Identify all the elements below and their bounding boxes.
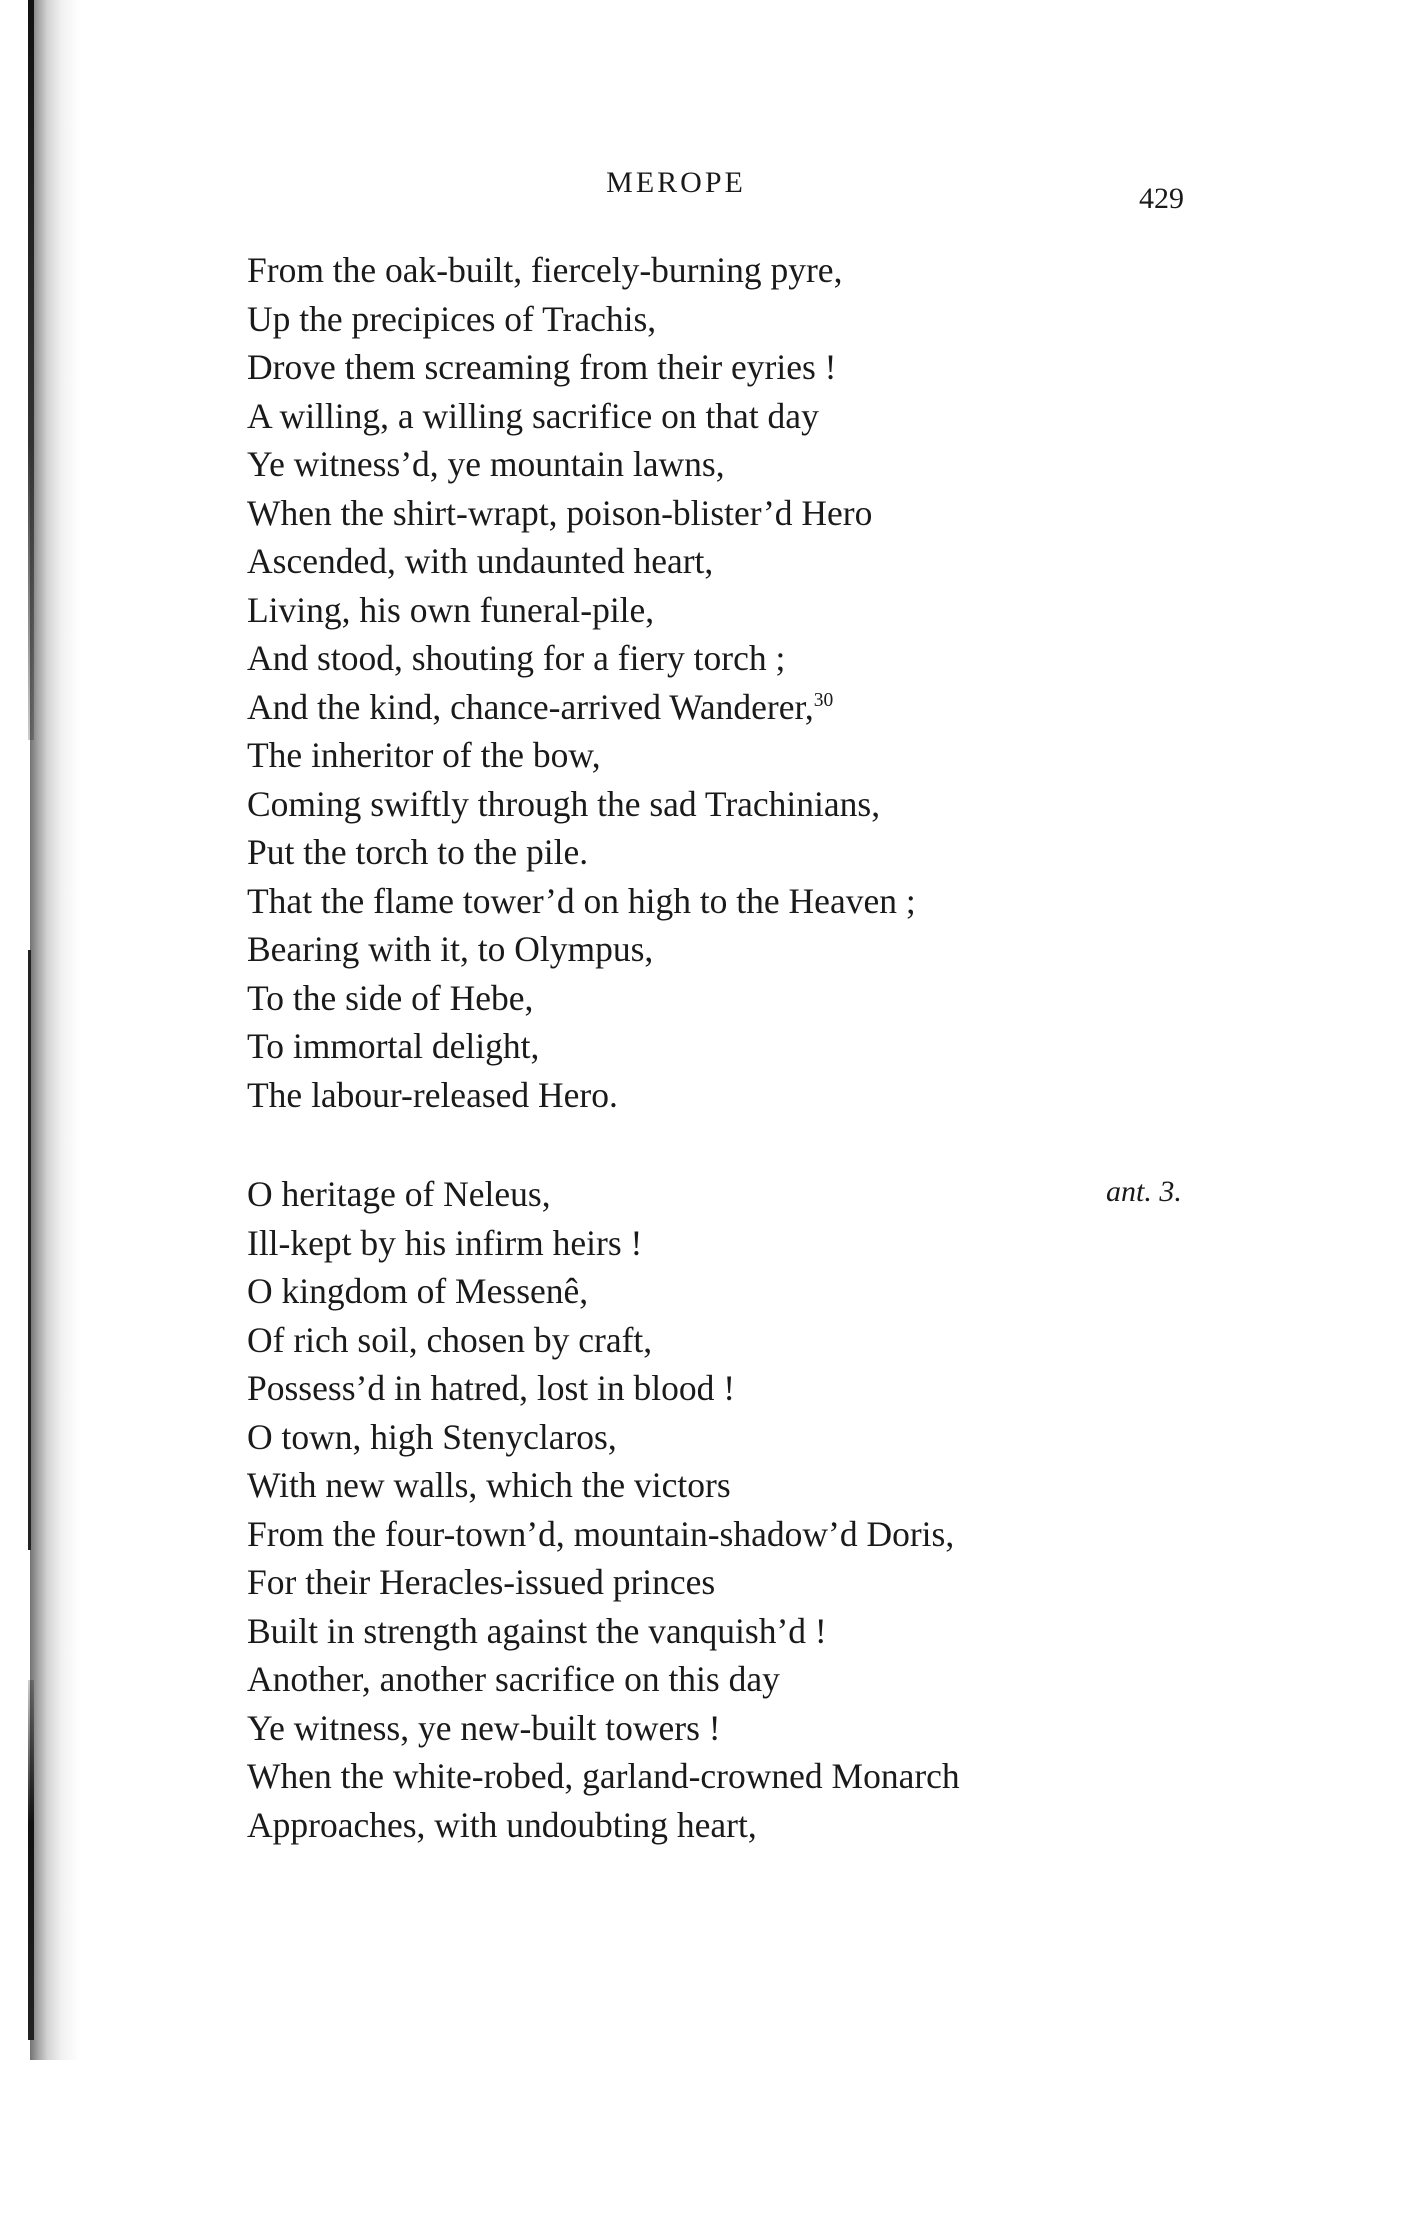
verse-line-with-note	[247, 683, 916, 732]
antistrophe-marker: ant. 3.	[1106, 1175, 1182, 1208]
scan-gutter-edge	[28, 0, 34, 740]
verse-line: The labour-released Hero.	[247, 1074, 618, 1115]
verse-line: Approaches, with undoubting heart,	[247, 1804, 757, 1845]
verse-line: A willing, a willing sacrifice on that day	[247, 395, 819, 436]
running-head	[0, 166, 1402, 200]
verse-line: Built in strength against the vanquish’d !	[247, 1610, 827, 1651]
verse-line: Ye witness’d, ye mountain lawns,	[247, 444, 725, 484]
verse-line: Another, another sacrifice on this day	[247, 1659, 780, 1699]
stanza-1	[247, 246, 916, 1119]
verse-line: That the flame tower’d on high to the Heaven ;	[247, 880, 916, 921]
verse-line: Put the torch to the pile.	[247, 832, 589, 872]
verse-line: Coming swiftly through the sad Trachinians,	[247, 783, 881, 824]
verse-line: Living, his own funeral-pile,	[247, 589, 655, 630]
verse-line: Of rich soil, chosen by craft,	[247, 1319, 653, 1360]
verse-line: To the side of Hebe,	[247, 977, 534, 1018]
verse-line: O town, high Stenyclaros,	[247, 1416, 617, 1457]
verse-line: Drove them screaming from their eyries !	[247, 347, 837, 387]
verse-line: Ill-kept by his infirm heirs !	[247, 1222, 643, 1263]
scan-gutter-edge	[28, 950, 31, 1550]
verse-line: Possess’d in hatred, lost in blood !	[247, 1368, 736, 1408]
verse-line: Ascended, with undaunted heart,	[247, 541, 714, 581]
verse-line: For their Heracles-issued princes	[247, 1562, 716, 1602]
verse-line-text: And the kind, chance-arrived Wanderer,	[247, 686, 814, 727]
footnote-reference: 30	[813, 689, 834, 711]
verse-line: With new walls, which the victors	[247, 1465, 731, 1505]
verse-line: From the oak-built, fiercely-burning pyre,	[247, 250, 843, 290]
verse-line: Ye witness, ye new-built towers !	[247, 1707, 721, 1748]
verse-line: When the shirt-wrapt, poison-blister’d Hero	[247, 492, 873, 533]
page-number: 429	[1139, 182, 1184, 215]
verse-line: And stood, shouting for a fiery torch ;	[247, 638, 786, 678]
running-head-title: MEROPE	[606, 166, 746, 199]
scan-gutter-shadow	[30, 0, 80, 2060]
verse-line: O kingdom of Messenê,	[247, 1271, 589, 1311]
verse-line: Up the precipices of Trachis,	[247, 298, 657, 339]
verse-line: To immortal delight,	[247, 1026, 540, 1066]
stanza-2	[247, 1170, 960, 1849]
verse-line: When the white-robed, garland-crowned Monarch	[247, 1756, 960, 1796]
verse-line: The inheritor of the bow,	[247, 735, 601, 775]
scan-gutter-edge	[28, 1680, 34, 2040]
verse-line: From the four-town’d, mountain-shadow’d Doris,	[247, 1513, 955, 1554]
verse-line: O heritage of Neleus,	[247, 1174, 551, 1214]
verse-line: Bearing with it, to Olympus,	[247, 929, 654, 969]
